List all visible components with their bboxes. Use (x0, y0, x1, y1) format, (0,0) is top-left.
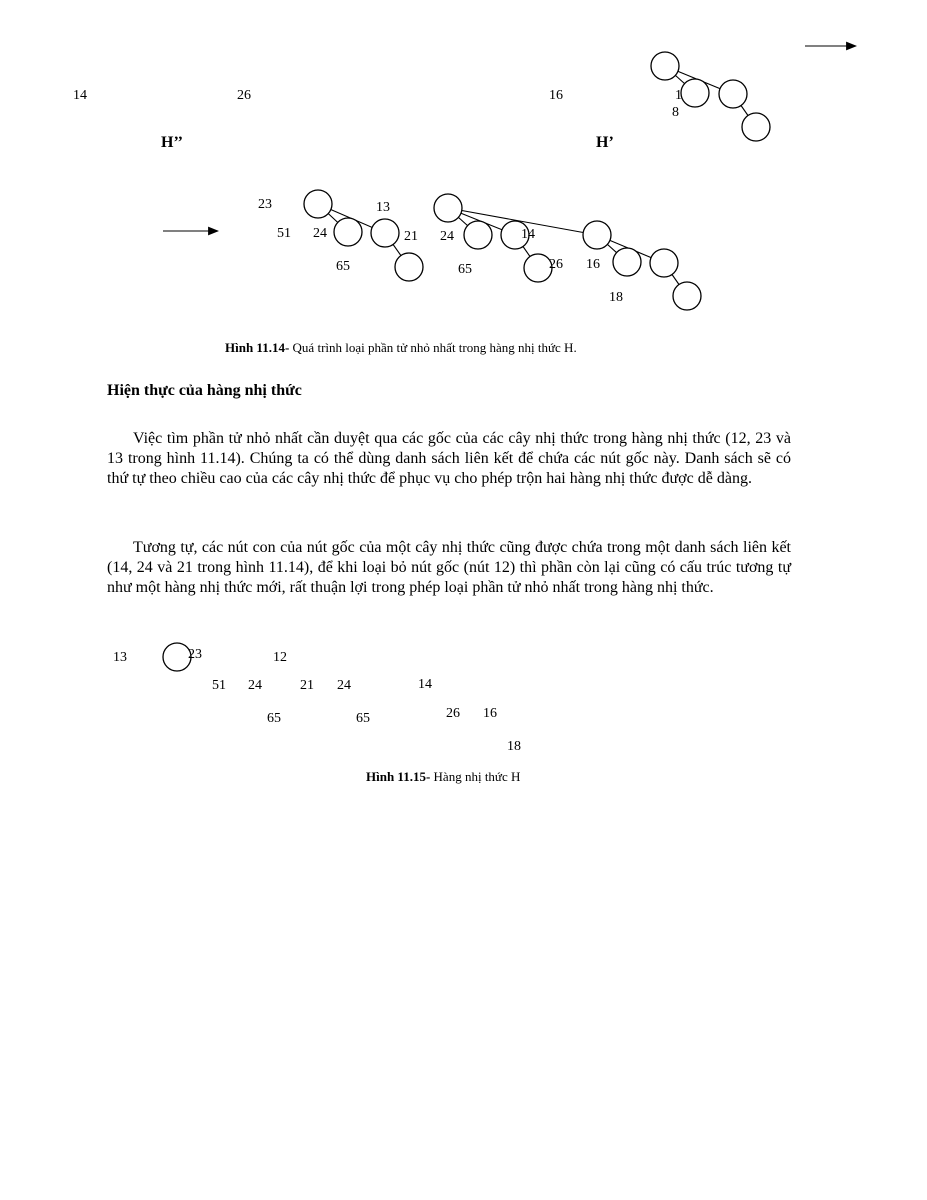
tree-node (434, 194, 462, 222)
node-label: 26 (446, 706, 460, 721)
tree-node (163, 643, 191, 671)
node-label: 16 (586, 257, 600, 272)
caption-text: Hàng nhị thức H (430, 769, 521, 784)
node-label: 21 (300, 678, 314, 693)
tree-node (719, 80, 747, 108)
heap-label-h-double-prime: H’’ (161, 134, 183, 151)
node-label: 65 (458, 262, 472, 277)
figure-caption-11-14 (225, 340, 577, 356)
paragraph: Việc tìm phần tử nhỏ nhất cần duyệt qua các gốc của các cây nhị thức trong hàng nhị thức (12, 23 và 13 trong hình 11.14). Chúng ta có thể dùng danh sách liên kết để chứa các nút gốc này. Danh sách sẽ có thứ tự theo chiều cao của các cây nhị thức để phục vụ cho phép trộn hai hàng nhị thức được dễ dàng. (107, 430, 791, 487)
node-label: 23 (258, 197, 272, 212)
tree-node (304, 190, 332, 218)
node-label: 14 (73, 88, 87, 103)
tree-node (395, 253, 423, 281)
node-label: 65 (356, 711, 370, 726)
tree-node (464, 221, 492, 249)
tree-node (334, 218, 362, 246)
tree-node (681, 79, 709, 107)
node-label: 24 (440, 229, 454, 244)
caption-text: Quá trình loại phần tử nhỏ nhất trong hàng nhị thức H. (289, 340, 577, 355)
tree-node (583, 221, 611, 249)
node-label: 51 (277, 226, 291, 241)
section-title: Hiện thực của hàng nhị thức (107, 382, 302, 399)
node-label: 65 (267, 711, 281, 726)
node-label: 24 (337, 678, 351, 693)
node-label: 8 (672, 105, 679, 120)
node-label: 65 (336, 259, 350, 274)
tree-bottom-b (434, 194, 701, 310)
tree-node (673, 282, 701, 310)
tree-node (742, 113, 770, 141)
node-label: 13 (376, 200, 390, 215)
node-label: 24 (313, 226, 327, 241)
node-label: 14 (521, 227, 535, 242)
node-label: 16 (483, 706, 497, 721)
node-label: 18 (609, 290, 623, 305)
caption-number: Hình 11.14- (225, 340, 290, 355)
node-label: 23 (188, 647, 202, 662)
tree-node (650, 249, 678, 277)
tree-node (371, 219, 399, 247)
node-label: 16 (549, 88, 563, 103)
node-label: 14 (418, 677, 432, 692)
figure-caption-11-15 (366, 769, 520, 785)
node-label: 21 (404, 229, 418, 244)
tree-top-right (651, 52, 770, 141)
node-label: 13 (113, 650, 127, 665)
node-label: 12 (273, 650, 287, 665)
node-label: 51 (212, 678, 226, 693)
heap-label-h-prime: H’ (596, 134, 614, 151)
node-label: 24 (248, 678, 262, 693)
paragraph: Tương tự, các nút con của nút gốc của một cây nhị thức cũng được chứa trong một danh sách liên kết (14, 24 và 21 trong hình 11.14), để khi loại bỏ nút gốc (nút 12) thì phần còn lại cũng có cấu trúc tương tự như một hàng nhị thức mới, rất thuận lợi trong phép loại phần tử nhỏ nhất trong hàng nhị thức. (107, 539, 791, 596)
node-label: 1 (675, 88, 682, 103)
node-label: 26 (549, 257, 563, 272)
tree-node (524, 254, 552, 282)
node-label: 18 (507, 739, 521, 754)
tree-node (613, 248, 641, 276)
node-label: 26 (237, 88, 251, 103)
tree-node (651, 52, 679, 80)
caption-number: Hình 11.15- (366, 769, 431, 784)
